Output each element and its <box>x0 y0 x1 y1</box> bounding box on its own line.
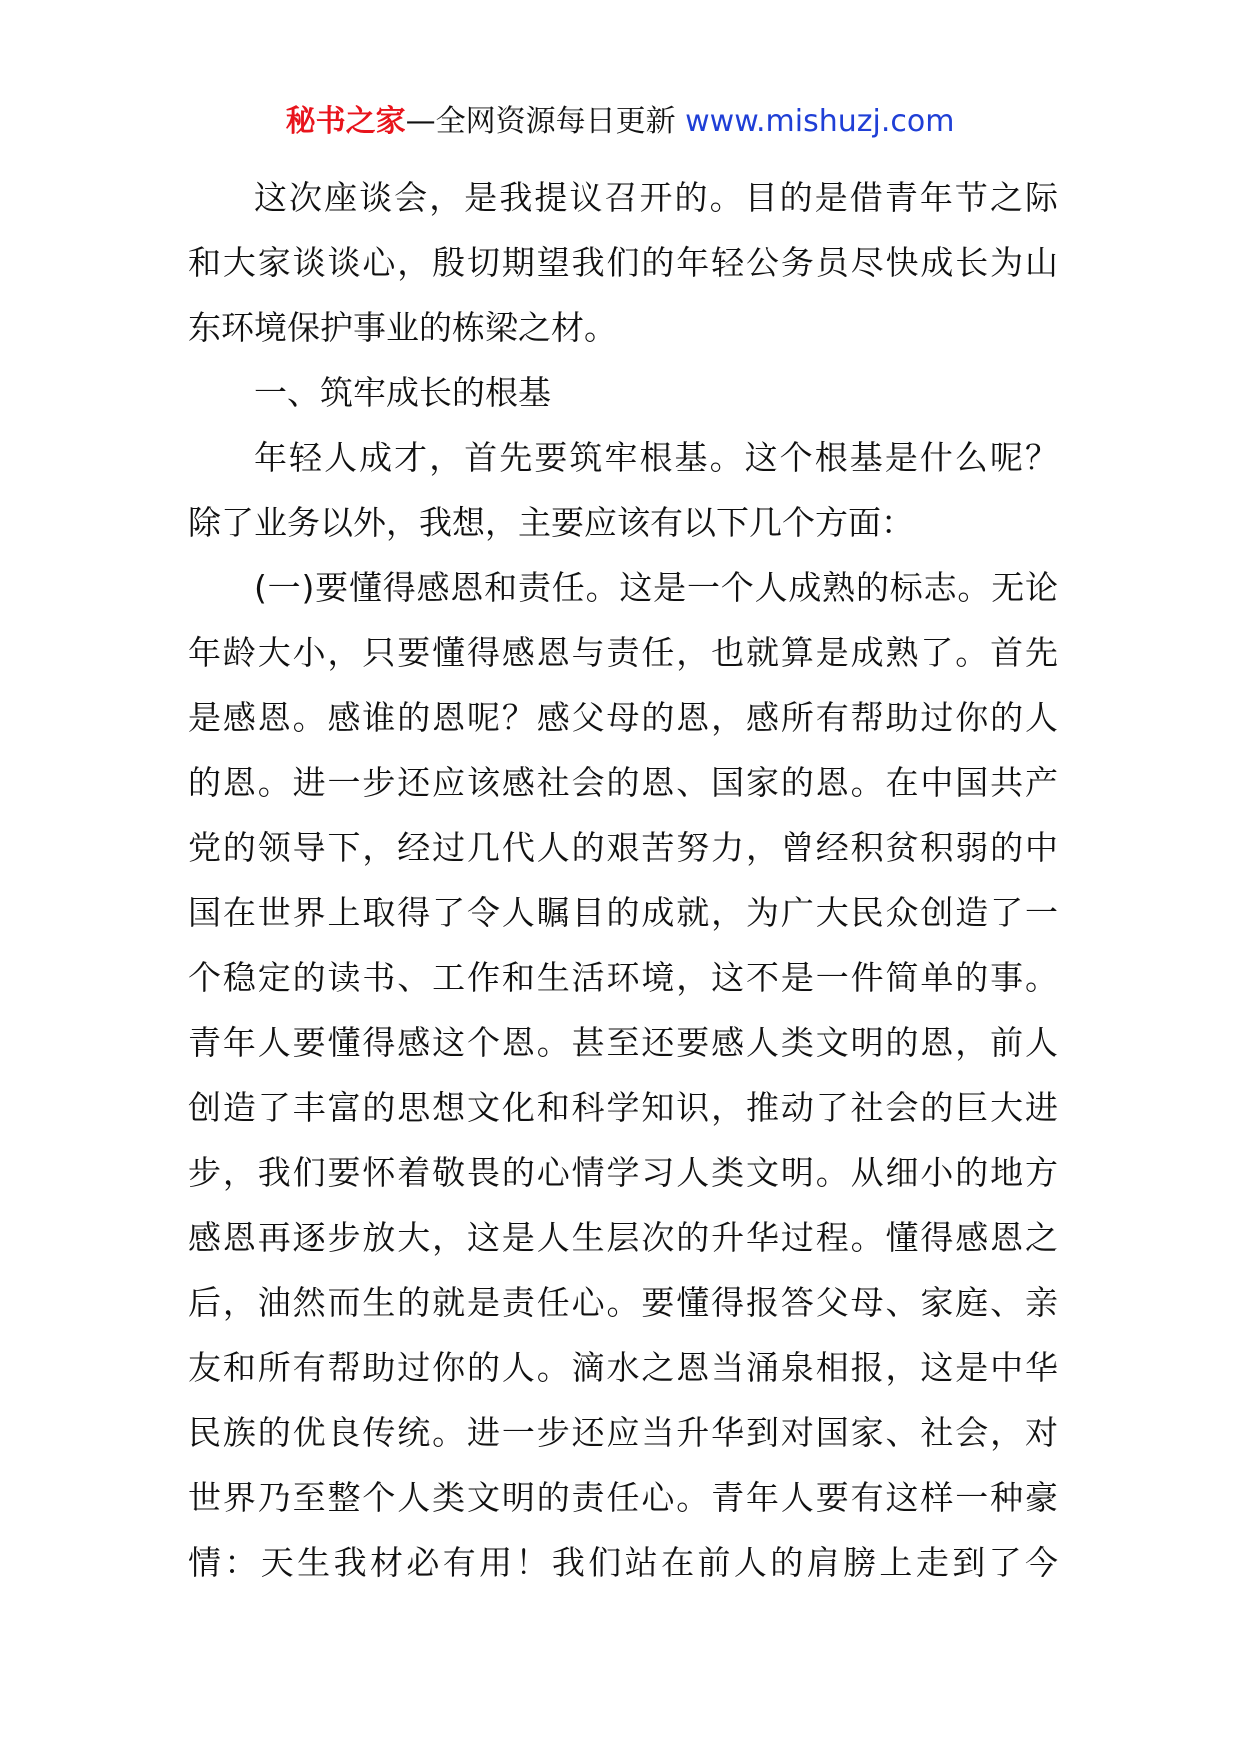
site-url-link[interactable]: www.mishuzj.com <box>685 104 955 139</box>
text-line: 友和所有帮助过你的人。滴水之恩当涌泉相报，这是中华 <box>188 1348 1058 1387</box>
text-line: (一)要懂得感恩和责任。这是一个人成熟的标志。无论 <box>254 568 1058 607</box>
text-line: 是感恩。感谁的恩呢？感父母的恩，感所有帮助过你的人 <box>188 698 1058 737</box>
text-line: 感恩再逐步放大，这是人生层次的升华过程。懂得感恩之 <box>188 1218 1058 1257</box>
text-line: 和大家谈谈心，殷切期望我们的年轻公务员尽快成长为山 <box>188 243 1058 282</box>
text-line: 后，油然而生的就是责任心。要懂得报答父母、家庭、亲 <box>188 1283 1058 1322</box>
text-line: 这次座谈会，是我提议召开的。目的是借青年节之际 <box>254 178 1058 217</box>
text-line: 的恩。进一步还应该感社会的恩、国家的恩。在中国共产 <box>188 763 1058 802</box>
text-line: 个稳定的读书、工作和生活环境，这不是一件简单的事。 <box>188 958 1058 997</box>
page-header <box>0 102 1240 142</box>
brand-name: 秘书之家 <box>285 104 406 139</box>
text-line: 国在世界上取得了令人瞩目的成就，为广大民众创造了一 <box>188 893 1058 932</box>
text-line: 青年人要懂得感这个恩。甚至还要感人类文明的恩，前人 <box>188 1023 1058 1062</box>
text-line: 创造了丰富的思想文化和科学知识，推动了社会的巨大进 <box>188 1088 1058 1127</box>
text-line: 一、筑牢成长的根基 <box>254 373 551 412</box>
text-line: 年龄大小，只要懂得感恩与责任，也就算是成熟了。首先 <box>188 633 1058 672</box>
text-line: 除了业务以外，我想，主要应该有以下几个方面： <box>188 503 914 542</box>
text-line: 年轻人成才，首先要筑牢根基。这个根基是什么呢？ <box>254 438 1058 477</box>
text-line: 东环境保护事业的栋梁之材。 <box>188 308 617 347</box>
text-line: 党的领导下，经过几代人的艰苦努力，曾经积贫积弱的中 <box>188 828 1058 867</box>
document-body <box>188 165 1058 1595</box>
text-line: 情：天生我材必有用！我们站在前人的肩膀上走到了今 <box>188 1543 1058 1582</box>
text-line: 民族的优良传统。进一步还应当升华到对国家、社会，对 <box>188 1413 1058 1452</box>
text-line: 世界乃至整个人类文明的责任心。青年人要有这样一种豪 <box>188 1478 1058 1517</box>
text-line: 步，我们要怀着敬畏的心情学习人类文明。从细小的地方 <box>188 1153 1058 1192</box>
header-tagline: —全网资源每日更新 <box>405 104 676 139</box>
